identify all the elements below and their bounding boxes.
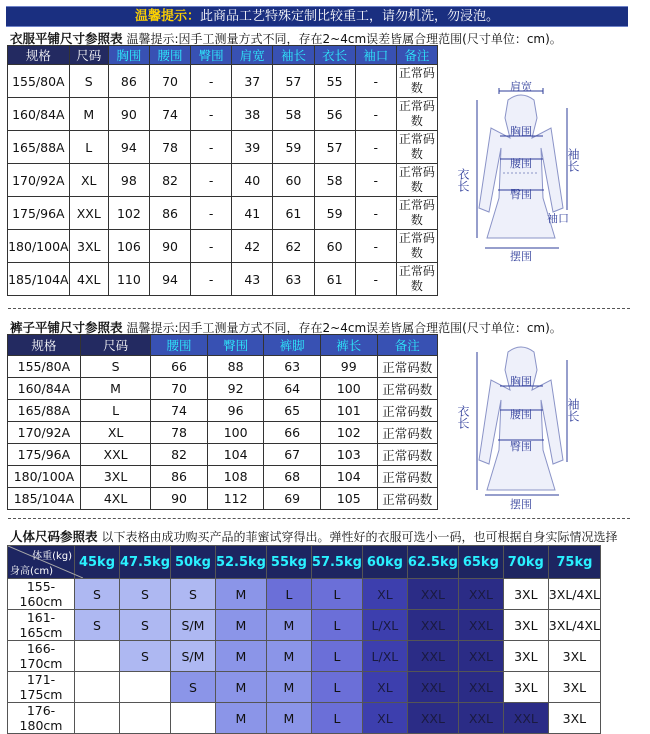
table-row	[8, 610, 601, 641]
height-label: 161-165cm	[8, 610, 75, 641]
column-header: 臀围	[191, 46, 232, 65]
table-cell: 94	[149, 263, 190, 296]
table-row	[8, 579, 601, 610]
table-cell: 60	[273, 164, 314, 197]
table-cell: 正常码数	[377, 466, 437, 488]
table-cell: 63	[264, 356, 321, 378]
column-header: 裤长	[320, 335, 377, 356]
size-cell: XXL	[407, 610, 458, 641]
table-cell: 180/100A	[8, 466, 81, 488]
size-cell	[75, 672, 120, 703]
column-header: 袖长	[273, 46, 314, 65]
table-cell: 40	[232, 164, 273, 197]
table-cell: 170/92A	[8, 164, 70, 197]
weight-header: 45kg	[75, 546, 120, 579]
table-cell: 104	[320, 466, 377, 488]
table-cell: 62	[273, 230, 314, 263]
size-cell: L	[311, 703, 362, 734]
table-cell: -	[355, 230, 396, 263]
table-cell: 正常码数	[377, 378, 437, 400]
column-header: 胸围	[108, 46, 149, 65]
table-cell: 正常码数	[396, 197, 437, 230]
size-cell: XXL	[407, 703, 458, 734]
size-cell: M	[266, 703, 311, 734]
table-cell: 正常码数	[377, 444, 437, 466]
table-cell: 3XL	[80, 466, 150, 488]
divider	[8, 308, 630, 309]
table-cell: 112	[207, 488, 264, 510]
size-cell: L	[311, 579, 362, 610]
label-cuff: 袖口	[547, 212, 569, 225]
label-length-2: 衣长	[456, 405, 470, 429]
table-cell: 88	[207, 356, 264, 378]
column-header: 肩宽	[232, 46, 273, 65]
size-cell	[119, 703, 170, 734]
table-cell: 96	[207, 400, 264, 422]
size-cell: M	[266, 610, 311, 641]
table-row	[8, 263, 438, 296]
table-cell: 90	[108, 98, 149, 131]
table-cell: 105	[320, 488, 377, 510]
table-cell: 正常码数	[396, 164, 437, 197]
table-cell: 165/88A	[8, 400, 81, 422]
column-header: 尺码	[80, 335, 150, 356]
column-header: 备注	[377, 335, 437, 356]
label-hip-2: 臀围	[510, 440, 532, 453]
table-cell: 38	[232, 98, 273, 131]
table-row	[8, 356, 438, 378]
table-cell: -	[191, 197, 232, 230]
table-row	[8, 230, 438, 263]
column-header: 裤脚	[264, 335, 321, 356]
table-cell: 86	[108, 65, 149, 98]
table-cell: 61	[314, 263, 355, 296]
size-cell	[119, 672, 170, 703]
column-header: 腰围	[149, 46, 190, 65]
table-cell: XXL	[80, 444, 150, 466]
table-cell: M	[80, 378, 150, 400]
table-row	[8, 488, 438, 510]
table-cell: 100	[207, 422, 264, 444]
table-cell: 56	[314, 98, 355, 131]
size-cell: XXL	[458, 641, 503, 672]
table-cell: 92	[207, 378, 264, 400]
column-header: 腰围	[151, 335, 208, 356]
pants-table-title: 裤子平铺尺寸参照表	[10, 320, 123, 335]
table-cell: -	[355, 131, 396, 164]
pants-table-note: 温馨提示:因手工测量方式不同，存在2~4cm误差皆属合理范围(尺寸单位：cm)。	[126, 321, 562, 335]
table-cell: 63	[273, 263, 314, 296]
size-cell: L	[311, 672, 362, 703]
table-cell: 170/92A	[8, 422, 81, 444]
label-length: 衣长	[456, 168, 470, 192]
table-cell: 86	[149, 197, 190, 230]
table-cell: 70	[149, 65, 190, 98]
table-cell: 3XL	[69, 230, 108, 263]
table-cell: 110	[108, 263, 149, 296]
table-cell: 94	[108, 131, 149, 164]
weight-header: 50kg	[171, 546, 216, 579]
weight-header: 65kg	[458, 546, 503, 579]
care-banner	[6, 6, 628, 27]
table-cell: -	[191, 164, 232, 197]
banner-text: 此商品工艺特殊定制比较重工，请勿机洗，勿浸泡。	[200, 9, 500, 24]
label-sleeve: 袖长	[566, 148, 580, 172]
table-cell: -	[191, 263, 232, 296]
table-cell: -	[355, 164, 396, 197]
size-cell: M	[215, 579, 266, 610]
table-cell: XL	[80, 422, 150, 444]
table-cell: 165/88A	[8, 131, 70, 164]
table-cell: 59	[314, 197, 355, 230]
size-cell: 3XL	[503, 579, 548, 610]
label-waist-2: 腰围	[510, 408, 532, 421]
table-cell: 41	[232, 197, 273, 230]
column-header: 备注	[396, 46, 437, 65]
table-cell: 58	[314, 164, 355, 197]
garment-figure-top	[455, 78, 585, 268]
table-row	[8, 466, 438, 488]
table-cell: 101	[320, 400, 377, 422]
table-cell: M	[69, 98, 108, 131]
table-row	[8, 98, 438, 131]
table-cell: 66	[264, 422, 321, 444]
table-cell: 60	[314, 230, 355, 263]
table-cell: 78	[149, 131, 190, 164]
table-cell: 98	[108, 164, 149, 197]
divider	[8, 518, 630, 519]
table-cell: 160/84A	[8, 98, 70, 131]
table-cell: 69	[264, 488, 321, 510]
size-cell: S	[171, 579, 216, 610]
size-cell: XXL	[407, 641, 458, 672]
size-cell: XXL	[458, 703, 503, 734]
corner-weight-label: 体重(kg)	[32, 551, 73, 562]
table-cell: -	[355, 65, 396, 98]
table-cell: 正常码数	[396, 263, 437, 296]
table-cell: 155/80A	[8, 65, 70, 98]
size-cell: L	[311, 610, 362, 641]
table-row	[8, 422, 438, 444]
table-row	[8, 378, 438, 400]
banner-label: 温馨提示：	[134, 9, 200, 24]
label-shoulder: 肩宽	[510, 80, 532, 93]
table-cell: XXL	[69, 197, 108, 230]
table-cell: -	[355, 263, 396, 296]
label-hip: 臀围	[510, 188, 532, 201]
table-cell: S	[80, 356, 150, 378]
top-table-title: 衣服平铺尺寸参照表	[10, 31, 123, 46]
table-cell: 4XL	[69, 263, 108, 296]
table-cell: 67	[264, 444, 321, 466]
table-cell: 正常码数	[377, 488, 437, 510]
table-cell: 61	[273, 197, 314, 230]
table-cell: 160/84A	[8, 378, 81, 400]
height-label: 176-180cm	[8, 703, 75, 734]
top-table-note: 温馨提示:因手工测量方式不同，存在2~4cm误差皆属合理范围(尺寸单位：cm)。	[126, 32, 562, 46]
table-row	[8, 65, 438, 98]
table-cell: 4XL	[80, 488, 150, 510]
label-hem-2: 摆围	[510, 498, 532, 511]
size-cell: M	[215, 703, 266, 734]
size-cell: XL	[362, 579, 407, 610]
size-cell: S	[171, 672, 216, 703]
label-chest-2: 胸围	[510, 375, 532, 388]
table-row	[8, 164, 438, 197]
table-cell: -	[191, 65, 232, 98]
body-size-table	[7, 545, 601, 734]
size-cell	[75, 703, 120, 734]
label-sleeve-2: 袖长	[566, 398, 580, 422]
table-cell: 57	[273, 65, 314, 98]
size-cell: L/XL	[362, 610, 407, 641]
column-header: 袖口	[355, 46, 396, 65]
table-cell: 57	[314, 131, 355, 164]
label-chest: 胸围	[510, 125, 532, 138]
size-cell: S	[75, 610, 120, 641]
size-cell: 3XL	[548, 672, 600, 703]
height-label: 155-160cm	[8, 579, 75, 610]
size-cell: S/M	[171, 610, 216, 641]
table-cell: 103	[320, 444, 377, 466]
table-corner	[8, 546, 75, 579]
table-cell: 55	[314, 65, 355, 98]
table-cell: -	[355, 197, 396, 230]
size-cell: 3XL/4XL	[548, 610, 600, 641]
size-cell: S	[119, 610, 170, 641]
table-cell: -	[355, 98, 396, 131]
garment-figure-bottom	[455, 330, 585, 520]
table-cell: S	[69, 65, 108, 98]
table-cell: 39	[232, 131, 273, 164]
table-cell: 86	[151, 466, 208, 488]
size-cell: XL	[362, 672, 407, 703]
table-cell: 155/80A	[8, 356, 81, 378]
table-cell: 175/96A	[8, 444, 81, 466]
table-cell: 180/100A	[8, 230, 70, 263]
size-cell: M	[266, 641, 311, 672]
table-cell: 99	[320, 356, 377, 378]
size-cell: 3XL	[503, 610, 548, 641]
table-cell: 100	[320, 378, 377, 400]
table-row	[8, 400, 438, 422]
weight-header: 70kg	[503, 546, 548, 579]
size-cell	[171, 703, 216, 734]
size-cell: M	[266, 672, 311, 703]
table-cell: 102	[108, 197, 149, 230]
table-cell: -	[191, 98, 232, 131]
size-cell: M	[215, 641, 266, 672]
table-cell: 185/104A	[8, 263, 70, 296]
column-header: 尺码	[69, 46, 108, 65]
weight-header: 62.5kg	[407, 546, 458, 579]
column-header: 衣长	[314, 46, 355, 65]
size-cell: XXL	[458, 610, 503, 641]
table-cell: 65	[264, 400, 321, 422]
table-cell: 59	[273, 131, 314, 164]
body-table-heading	[10, 527, 618, 545]
top-size-table	[7, 45, 438, 296]
size-cell: L/XL	[362, 641, 407, 672]
table-row	[8, 444, 438, 466]
body-table-title: 人体尺码参照表	[10, 529, 98, 544]
table-cell: 正常码数	[377, 422, 437, 444]
table-cell: 175/96A	[8, 197, 70, 230]
table-cell: 74	[151, 400, 208, 422]
table-row	[8, 672, 601, 703]
table-cell: 正常码数	[396, 131, 437, 164]
height-label: 166-170cm	[8, 641, 75, 672]
table-cell: -	[191, 230, 232, 263]
table-cell: L	[80, 400, 150, 422]
table-cell: 37	[232, 65, 273, 98]
table-cell: 104	[207, 444, 264, 466]
table-row	[8, 197, 438, 230]
table-cell: 正常码数	[377, 356, 437, 378]
weight-header: 55kg	[266, 546, 311, 579]
column-header: 规格	[8, 335, 81, 356]
table-cell: 82	[149, 164, 190, 197]
table-cell: 78	[151, 422, 208, 444]
size-cell: S/M	[171, 641, 216, 672]
size-cell: S	[75, 579, 120, 610]
column-header: 规格	[8, 46, 70, 65]
table-cell: 70	[151, 378, 208, 400]
height-label: 171-175cm	[8, 672, 75, 703]
label-hem: 摆围	[510, 250, 532, 263]
table-cell: 106	[108, 230, 149, 263]
table-cell: XL	[69, 164, 108, 197]
size-cell: L	[311, 641, 362, 672]
table-cell: 74	[149, 98, 190, 131]
table-cell: -	[191, 131, 232, 164]
table-cell: 正常码数	[396, 230, 437, 263]
size-cell: XL	[362, 703, 407, 734]
weight-header: 75kg	[548, 546, 600, 579]
size-cell: S	[119, 641, 170, 672]
table-cell: 正常码数	[377, 400, 437, 422]
table-row	[8, 131, 438, 164]
table-cell: 58	[273, 98, 314, 131]
table-cell: 108	[207, 466, 264, 488]
table-cell: 90	[149, 230, 190, 263]
size-cell: 3XL	[503, 672, 548, 703]
weight-header: 47.5kg	[119, 546, 170, 579]
size-cell: XXL	[458, 579, 503, 610]
size-cell: M	[215, 672, 266, 703]
size-cell: XXL	[458, 672, 503, 703]
label-waist: 腰围	[510, 157, 532, 170]
corner-height-label: 身高(cm)	[10, 566, 54, 577]
table-cell: 82	[151, 444, 208, 466]
table-cell: 185/104A	[8, 488, 81, 510]
table-cell: 66	[151, 356, 208, 378]
table-cell: 64	[264, 378, 321, 400]
size-cell: 3XL	[503, 641, 548, 672]
table-cell: 正常码数	[396, 98, 437, 131]
weight-header: 57.5kg	[311, 546, 362, 579]
size-cell: 3XL	[548, 641, 600, 672]
weight-header: 52.5kg	[215, 546, 266, 579]
pants-size-table	[7, 334, 438, 510]
table-cell: 正常码数	[396, 65, 437, 98]
size-cell: XXL	[407, 579, 458, 610]
size-cell: 3XL	[548, 703, 600, 734]
column-header: 臀围	[207, 335, 264, 356]
table-cell: 102	[320, 422, 377, 444]
table-row	[8, 641, 601, 672]
table-cell: 68	[264, 466, 321, 488]
body-table-note: 以下表格由成功购买产品的菲蜜试穿得出。弹性好的衣服可选小一码，也可根据自身实际情况选择	[101, 530, 618, 544]
table-cell: 90	[151, 488, 208, 510]
size-cell: L	[266, 579, 311, 610]
table-row	[8, 703, 601, 734]
table-cell: 43	[232, 263, 273, 296]
size-cell: S	[119, 579, 170, 610]
size-cell	[75, 641, 120, 672]
table-cell: 42	[232, 230, 273, 263]
size-cell: M	[215, 610, 266, 641]
table-cell: L	[69, 131, 108, 164]
size-cell: 3XL/4XL	[548, 579, 600, 610]
size-cell: XXL	[407, 672, 458, 703]
size-cell: XXL	[503, 703, 548, 734]
weight-header: 60kg	[362, 546, 407, 579]
